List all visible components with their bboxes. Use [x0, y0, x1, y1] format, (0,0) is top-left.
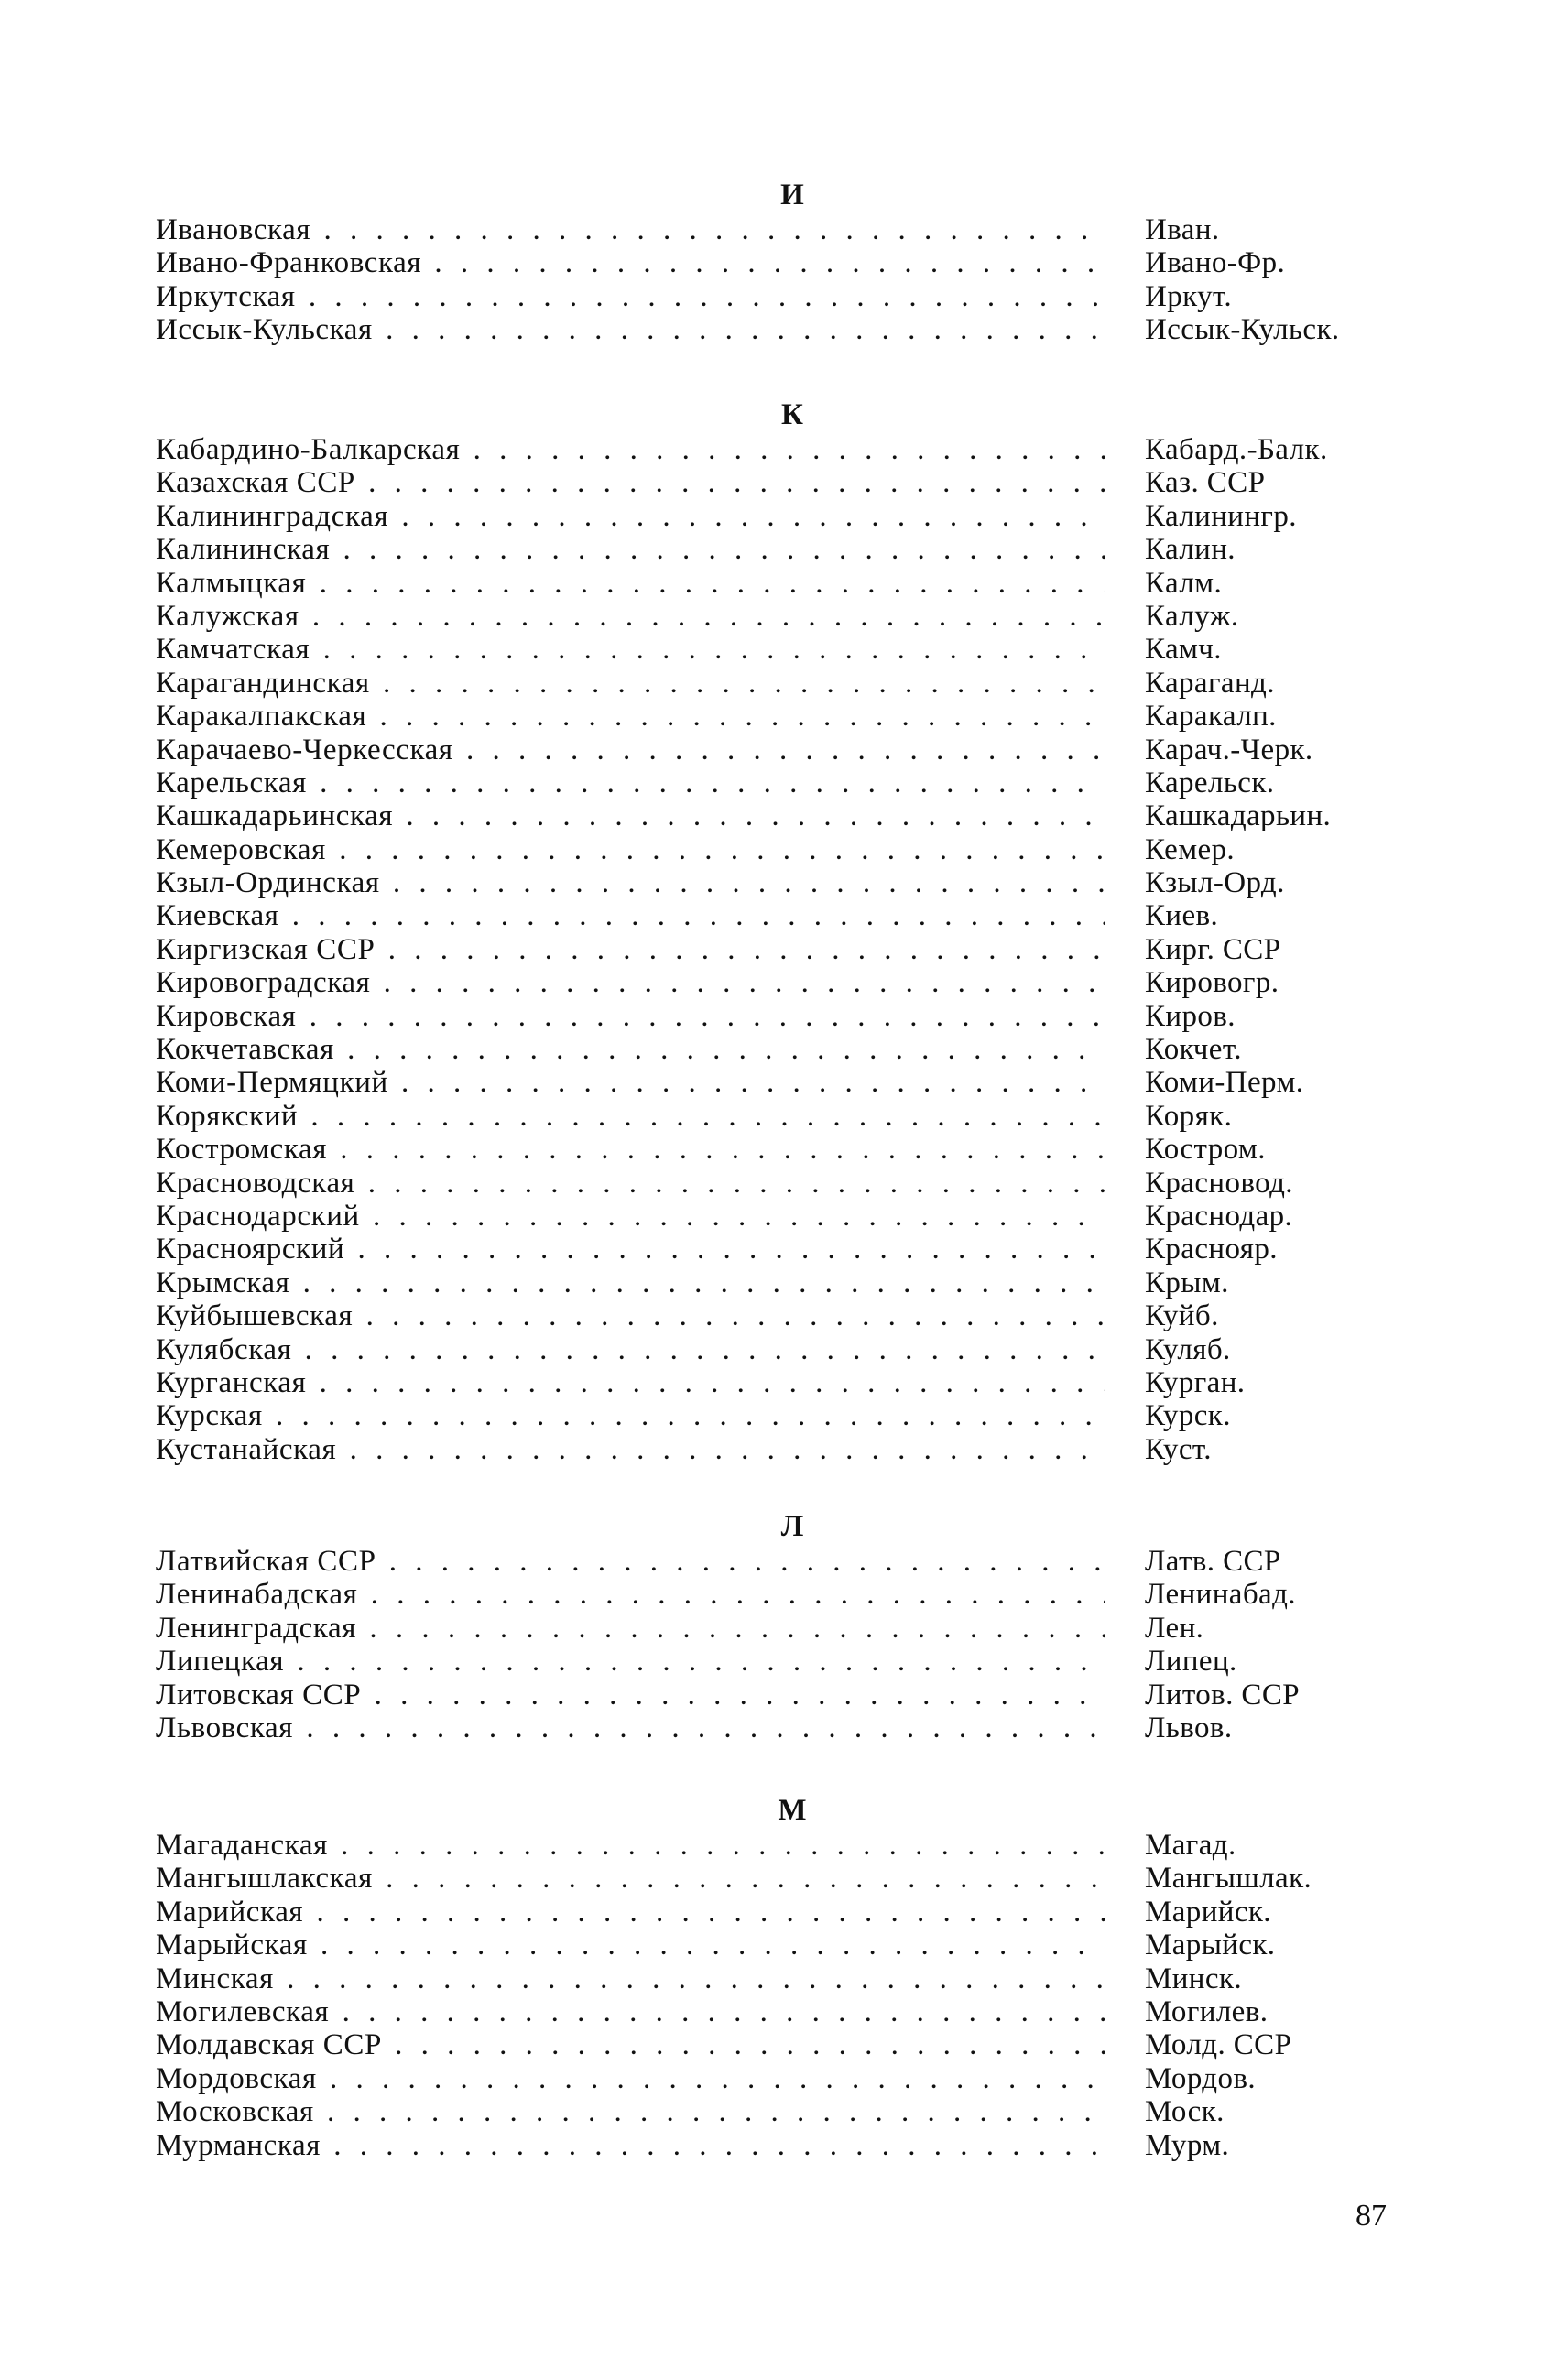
entry-row [156, 700, 1401, 733]
region-name: Мордовская . . . [156, 2062, 1105, 2095]
region-name: Молдавская ССР . . . [156, 2028, 1105, 2061]
region-name: Ивано-Франковская . . . [156, 246, 1105, 279]
region-name: Московская . . . [156, 2095, 1105, 2128]
region-name: Ивановская . . . [156, 213, 1105, 246]
region-name: Львовская . . . [156, 1712, 1105, 1744]
region-abbreviation: Литов. ССР [1145, 1678, 1300, 1712]
region-abbreviation: Крым. [1145, 1266, 1229, 1299]
region-name: Кировская . . . [156, 1000, 1105, 1033]
region-name: Камчатская . . . [156, 633, 1105, 666]
entry-row [156, 1100, 1401, 1133]
region-abbreviation: Моск. [1145, 2095, 1225, 2129]
entry-row [156, 966, 1401, 999]
region-abbreviation: Иссык-Кульск. [1145, 313, 1340, 347]
entry-row [156, 766, 1401, 799]
region-name: Липецкая . . . [156, 1645, 1105, 1678]
region-abbreviation: Курган. [1145, 1365, 1246, 1399]
entry-row [156, 600, 1401, 633]
entry-row [156, 899, 1401, 932]
region-abbreviation: Калинингр. [1145, 499, 1297, 533]
region-name: Мурманская . . . [156, 2129, 1105, 2162]
region-abbreviation: Костром. [1145, 1133, 1266, 1167]
region-name: Карельская . . . [156, 766, 1105, 799]
region-name: Калининградская . . . [156, 500, 1105, 533]
entry-row [156, 313, 1401, 346]
region-abbreviation: Липец. [1145, 1645, 1237, 1679]
entry-row [156, 2028, 1401, 2061]
region-name: Курганская . . . [156, 1366, 1105, 1399]
entry-row [156, 466, 1401, 499]
region-name: Казахская ССР . . . [156, 466, 1105, 499]
region-abbreviation: Кабард.-Балк. [1145, 433, 1328, 466]
region-name: Иркутская . . . [156, 280, 1105, 313]
entry-row [156, 433, 1401, 466]
region-abbreviation: Каракалп. [1145, 700, 1277, 734]
entry-row [156, 633, 1401, 666]
entry-row [156, 1862, 1401, 1895]
region-name: Кулябская . . . [156, 1333, 1105, 1366]
entry-row [156, 2095, 1401, 2128]
entry-row [156, 734, 1401, 766]
region-name: Магаданская . . . [156, 1829, 1105, 1862]
region-name: Могилевская . . . [156, 1995, 1105, 2028]
entry-row [156, 213, 1401, 246]
region-abbreviation: Каз. ССР [1145, 466, 1266, 500]
entry-row [156, 2062, 1401, 2095]
region-abbreviation: Коми-Перм. [1145, 1066, 1304, 1100]
region-abbreviation: Марыйск. [1145, 1929, 1276, 1962]
entry-row [156, 567, 1401, 600]
region-name: Костромская . . . [156, 1133, 1105, 1166]
section-letter: И [780, 179, 804, 212]
region-name: Коми-Пермяцкий . . . [156, 1066, 1105, 1099]
region-abbreviation: Мордов. [1145, 2061, 1257, 2095]
entry-row [156, 1679, 1401, 1712]
region-abbreviation: Минск. [1145, 1962, 1242, 1995]
region-abbreviation: Куляб. [1145, 1332, 1231, 1366]
region-name: Кокчетавская . . . [156, 1033, 1105, 1066]
entry-row [156, 1433, 1401, 1466]
region-abbreviation: Ленинабад. [1145, 1578, 1296, 1612]
region-abbreviation: Коряк. [1145, 1099, 1233, 1133]
region-abbreviation: Латв. ССР [1145, 1545, 1281, 1578]
region-abbreviation: Львов. [1145, 1711, 1233, 1744]
region-abbreviation: Краснояр. [1145, 1233, 1278, 1266]
entry-row [156, 1167, 1401, 1200]
entry-row [156, 500, 1401, 533]
region-name: Марыйская . . . [156, 1929, 1105, 1962]
entry-list [156, 1545, 1401, 1744]
region-name: Карачаево-Черкесская . . . [156, 734, 1105, 766]
region-name: Ленинабадская . . . [156, 1578, 1105, 1611]
entry-row [156, 1299, 1401, 1332]
section-letter: М [778, 1794, 807, 1827]
region-name: Латвийская ССР . . . [156, 1545, 1105, 1578]
entry-row [156, 1000, 1401, 1033]
region-name: Минская . . . [156, 1962, 1105, 1995]
entry-row [156, 1929, 1401, 1962]
entry-row [156, 1066, 1401, 1099]
entry-row [156, 1545, 1401, 1578]
region-name: Кашкадарьинская . . . [156, 799, 1105, 832]
region-name: Иссык-Кульская . . . [156, 313, 1105, 346]
entry-row [156, 1962, 1401, 1995]
entry-row [156, 533, 1401, 566]
section-i [156, 177, 1401, 347]
region-name: Краснодарский . . . [156, 1200, 1105, 1233]
region-abbreviation: Камч. [1145, 633, 1222, 667]
region-name: Кировоградская . . . [156, 966, 1105, 999]
region-abbreviation: Киров. [1145, 999, 1236, 1033]
region-abbreviation: Кашкадарьин. [1145, 799, 1332, 833]
region-abbreviation: Марийск. [1145, 1895, 1271, 1929]
region-name: Карагандинская . . . [156, 667, 1105, 700]
entry-row [156, 667, 1401, 700]
region-abbreviation: Иркут. [1145, 279, 1232, 313]
entry-row [156, 1645, 1401, 1678]
entry-row [156, 1712, 1401, 1744]
region-abbreviation: Мангышлак. [1145, 1862, 1312, 1896]
region-name: Марийская . . . [156, 1896, 1105, 1929]
region-abbreviation: Карельск. [1145, 766, 1275, 799]
region-name: Каракалпакская . . . [156, 700, 1105, 733]
entry-row [156, 1578, 1401, 1611]
region-name: Красноводская . . . [156, 1167, 1105, 1200]
entry-row [156, 1266, 1401, 1299]
entry-row [156, 1033, 1401, 1066]
entry-row [156, 1333, 1401, 1366]
entry-row [156, 866, 1401, 899]
region-name: Кабардино-Балкарская . . . [156, 433, 1105, 466]
region-name: Кемеровская . . . [156, 833, 1105, 866]
entry-row [156, 246, 1401, 279]
region-abbreviation: Караганд. [1145, 666, 1275, 700]
entry-row [156, 1399, 1401, 1432]
region-name: Куйбышевская . . . [156, 1299, 1105, 1332]
region-abbreviation: Иван. [1145, 213, 1220, 246]
region-name: Киргизская ССР . . . [156, 933, 1105, 966]
region-name: Калининская . . . [156, 533, 1105, 566]
region-abbreviation: Кировогр. [1145, 966, 1279, 1000]
region-name: Кустанайская . . . [156, 1433, 1105, 1466]
entry-row [156, 1612, 1401, 1645]
section-m [156, 1792, 1401, 2162]
entry-row [156, 1366, 1401, 1399]
entry-row [156, 799, 1401, 832]
region-abbreviation: Магад. [1145, 1829, 1236, 1862]
region-name: Мангышлакская . . . [156, 1862, 1105, 1895]
region-name: Корякский . . . [156, 1100, 1105, 1133]
entry-row [156, 1829, 1401, 1862]
region-name: Курская . . . [156, 1399, 1105, 1432]
entry-list [156, 1829, 1401, 2162]
region-abbreviation: Краснодар. [1145, 1199, 1293, 1233]
region-name: Калужская . . . [156, 600, 1105, 633]
region-abbreviation: Мурм. [1145, 2128, 1230, 2162]
region-abbreviation: Куйб. [1145, 1299, 1219, 1333]
region-abbreviation: Курск. [1145, 1399, 1231, 1433]
section-letter: Л [780, 1510, 804, 1543]
region-name: Киевская . . . [156, 899, 1105, 932]
region-abbreviation: Калин. [1145, 533, 1236, 567]
section-l [156, 1508, 1401, 1744]
region-abbreviation: Куст. [1145, 1432, 1212, 1466]
entry-row [156, 280, 1401, 313]
region-abbreviation: Калуж. [1145, 599, 1239, 633]
region-name: Крымская . . . [156, 1266, 1105, 1299]
entry-row [156, 1200, 1401, 1233]
region-abbreviation: Кирг. ССР [1145, 932, 1281, 966]
entry-row [156, 1896, 1401, 1929]
entry-row [156, 933, 1401, 966]
region-abbreviation: Карач.-Черк. [1145, 733, 1313, 766]
section-letter: К [781, 398, 803, 431]
entry-row [156, 1233, 1401, 1266]
region-name: Кзыл-Ординская . . . [156, 866, 1105, 899]
region-abbreviation: Молд. ССР [1145, 2028, 1292, 2062]
page-number: 87 [1356, 2199, 1387, 2233]
region-abbreviation: Кокчет. [1145, 1033, 1242, 1067]
entry-row [156, 833, 1401, 866]
section-k [156, 397, 1401, 1466]
region-name: Литовская ССР . . . [156, 1679, 1105, 1712]
region-abbreviation: Ивано-Фр. [1145, 246, 1286, 280]
region-abbreviation: Кемер. [1145, 832, 1236, 866]
region-name: Красноярский . . . [156, 1233, 1105, 1266]
region-abbreviation: Могилев. [1145, 1994, 1269, 2028]
region-name: Ленинградская . . . [156, 1612, 1105, 1645]
entry-row [156, 1133, 1401, 1166]
region-abbreviation: Красновод. [1145, 1166, 1293, 1200]
region-abbreviation: Лен. [1145, 1611, 1204, 1645]
entry-list [156, 213, 1401, 347]
region-abbreviation: Кзыл-Орд. [1145, 866, 1285, 900]
entry-row [156, 1995, 1401, 2028]
entry-row [156, 2129, 1401, 2162]
region-abbreviation: Калм. [1145, 566, 1223, 600]
region-abbreviation: Киев. [1145, 899, 1219, 933]
region-name: Калмыцкая . . . [156, 567, 1105, 600]
entry-list [156, 433, 1401, 1466]
